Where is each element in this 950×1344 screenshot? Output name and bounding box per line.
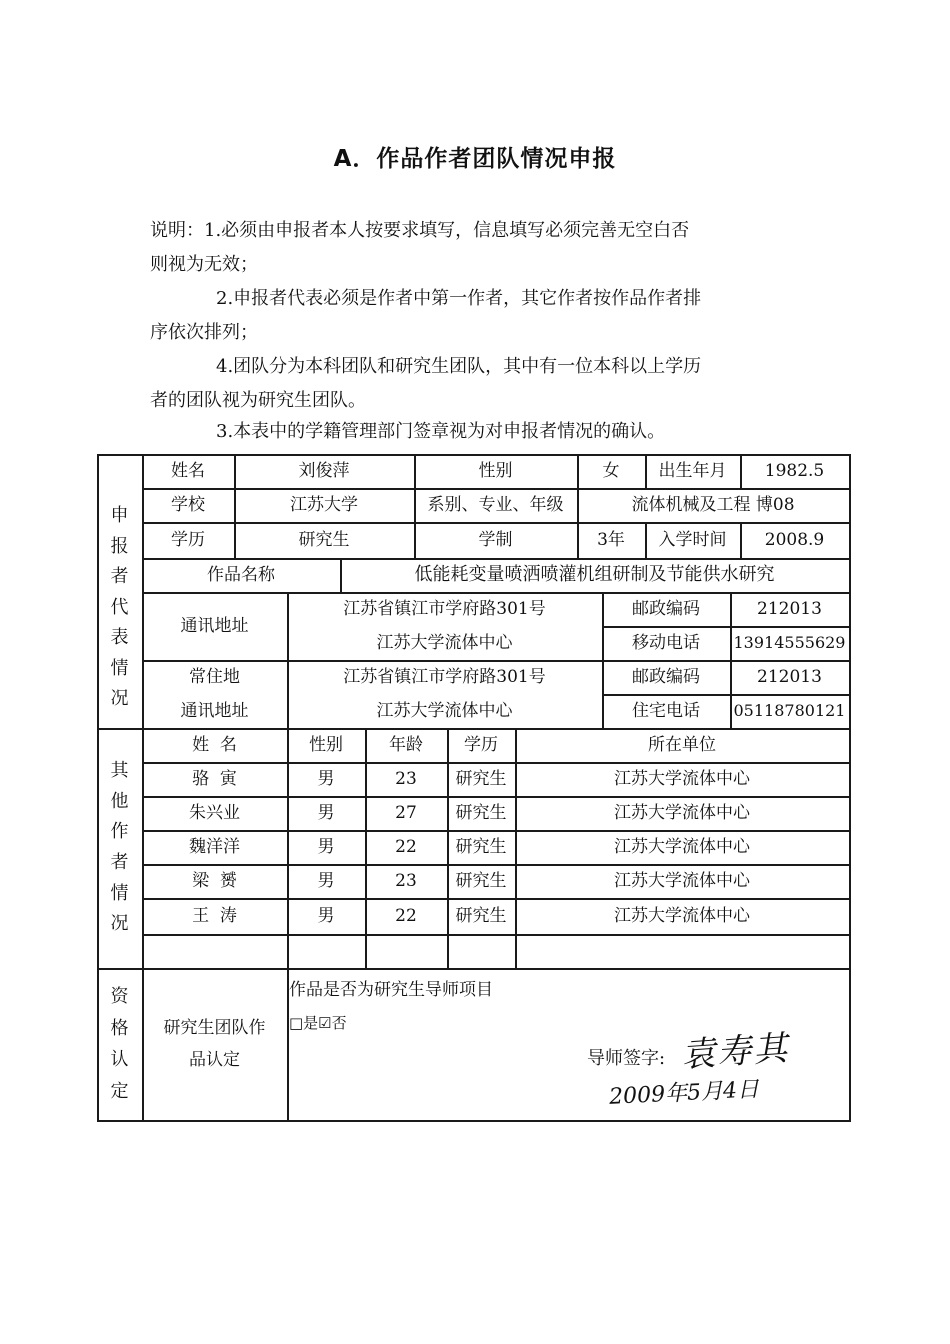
zip-value: 212013 (757, 598, 822, 619)
school-label: 学校 (171, 494, 205, 515)
birth-value: 1982.5 (764, 460, 825, 481)
home-label: 住宅电话 (632, 700, 700, 721)
advisor-signature-label: 导师签字: (587, 1048, 666, 1069)
mobile-label: 移动电话 (632, 632, 700, 653)
col-header-name: 姓 名 (192, 734, 237, 755)
col-header-age: 年龄 (389, 734, 423, 755)
page-title: A．作品作者团队情况申报 (333, 146, 617, 172)
table-row-name: 骆 寅 (192, 768, 237, 789)
mail-label: 通讯地址 (180, 615, 249, 636)
table-row-name: 魏洋洋 (189, 836, 240, 857)
table-row-age: 23 (395, 870, 417, 891)
note-line: 说明：1.必须由申报者本人按要求填写，信息填写必须完善无空白否 (150, 220, 690, 241)
advisor-project-checkbox[interactable]: □是☑否 (289, 1014, 347, 1032)
col-header-edu: 学历 (464, 734, 498, 755)
table-row-age: 22 (395, 905, 417, 926)
signature-date: 2009年5月4日 (608, 1077, 760, 1110)
perm-address: 江苏省镇江市学府路301号 江苏大学流体中心 (343, 667, 546, 721)
enroll-value: 2008.9 (764, 529, 825, 550)
table-row-edu: 研究生 (455, 870, 507, 891)
table-row-unit: 江苏大学流体中心 (614, 905, 750, 926)
table-row-unit: 江苏大学流体中心 (614, 802, 750, 823)
name-label: 姓名 (171, 460, 205, 481)
instructions (150, 214, 800, 446)
mobile-value: 13914555629 (733, 633, 846, 653)
table-row-unit: 江苏大学流体中心 (614, 768, 750, 789)
perm-label: 常住地 通讯地址 (180, 667, 249, 721)
work-label: 作品名称 (207, 564, 275, 585)
mail-address: 江苏省镇江市学府路301号 江苏大学流体中心 (343, 599, 546, 653)
length-label: 学制 (478, 529, 513, 550)
edu-label: 学历 (171, 529, 205, 550)
work-value: 低能耗变量喷洒喷灌机组研制及节能供水研究 (414, 564, 775, 586)
table-row-name: 朱兴业 (189, 802, 240, 823)
zip-label: 邮政编码 (632, 598, 700, 619)
advisor-project-question: 作品是否为研究生导师项目 (289, 979, 493, 1000)
table-row-name: 梁 赟 (192, 870, 237, 891)
enroll-label: 入学时间 (658, 529, 727, 550)
table-row-unit: 江苏大学流体中心 (614, 836, 750, 857)
table-row-edu: 研究生 (455, 802, 507, 823)
note-line: 2.申报者代表必须是作者中第一作者，其它作者按作品作者排 (216, 288, 702, 309)
length-value: 3年 (597, 529, 625, 550)
qualification-item-label: 研究生团队作 品认定 (163, 1018, 266, 1070)
note-line: 4.团队分为本科团队和研究生团队，其中有一位本科以上学历 (216, 356, 702, 377)
note-line: 者的团队视为研究生团队。 (150, 390, 366, 411)
table-row-name: 王 涛 (192, 905, 237, 926)
gender-value: 女 (602, 460, 620, 481)
table-row-gender: 男 (317, 836, 335, 857)
application-form (97, 454, 851, 1122)
table-row-age: 23 (395, 768, 417, 789)
birth-label: 出生年月 (658, 460, 727, 481)
edu-value: 研究生 (298, 529, 350, 550)
table-row-gender: 男 (317, 802, 335, 823)
table-row-edu: 研究生 (455, 768, 507, 789)
note-line: 则视为无效； (150, 254, 258, 275)
table-row-gender: 男 (317, 870, 335, 891)
dept-label: 系别、专业、年级 (427, 494, 564, 515)
zip2-label: 邮政编码 (632, 666, 700, 687)
table-row-edu: 研究生 (455, 905, 507, 926)
col-header-unit: 所在单位 (648, 734, 716, 755)
table-row-age: 27 (395, 802, 417, 823)
others-section-label: 其 他 作 者 情 况 (110, 760, 129, 935)
name-value: 刘俊萍 (298, 460, 350, 481)
note-line: 3.本表中的学籍管理部门签章视为对申报者情况的确认。 (216, 421, 666, 442)
table-row-unit: 江苏大学流体中心 (614, 870, 750, 891)
school-value: 江苏大学 (290, 494, 358, 515)
advisor-signature: 袁寿其 (679, 1028, 791, 1076)
table-row-edu: 研究生 (455, 836, 507, 857)
col-header-gender: 性别 (309, 734, 343, 755)
note-line: 序依次排列； (150, 322, 258, 343)
qualification-section-label: 资 格 认 定 (110, 986, 129, 1102)
table-row-gender: 男 (317, 768, 335, 789)
gender-label: 性别 (478, 460, 513, 481)
table-row-age: 22 (395, 836, 417, 857)
zip2-value: 212013 (757, 666, 822, 687)
dept-value: 流体机械及工程 博08 (631, 494, 795, 515)
table-row-gender: 男 (317, 905, 335, 926)
applicant-section-label: 申 报 者 代 表 情 况 (110, 504, 129, 710)
home-value: 05118780121 (733, 701, 846, 721)
